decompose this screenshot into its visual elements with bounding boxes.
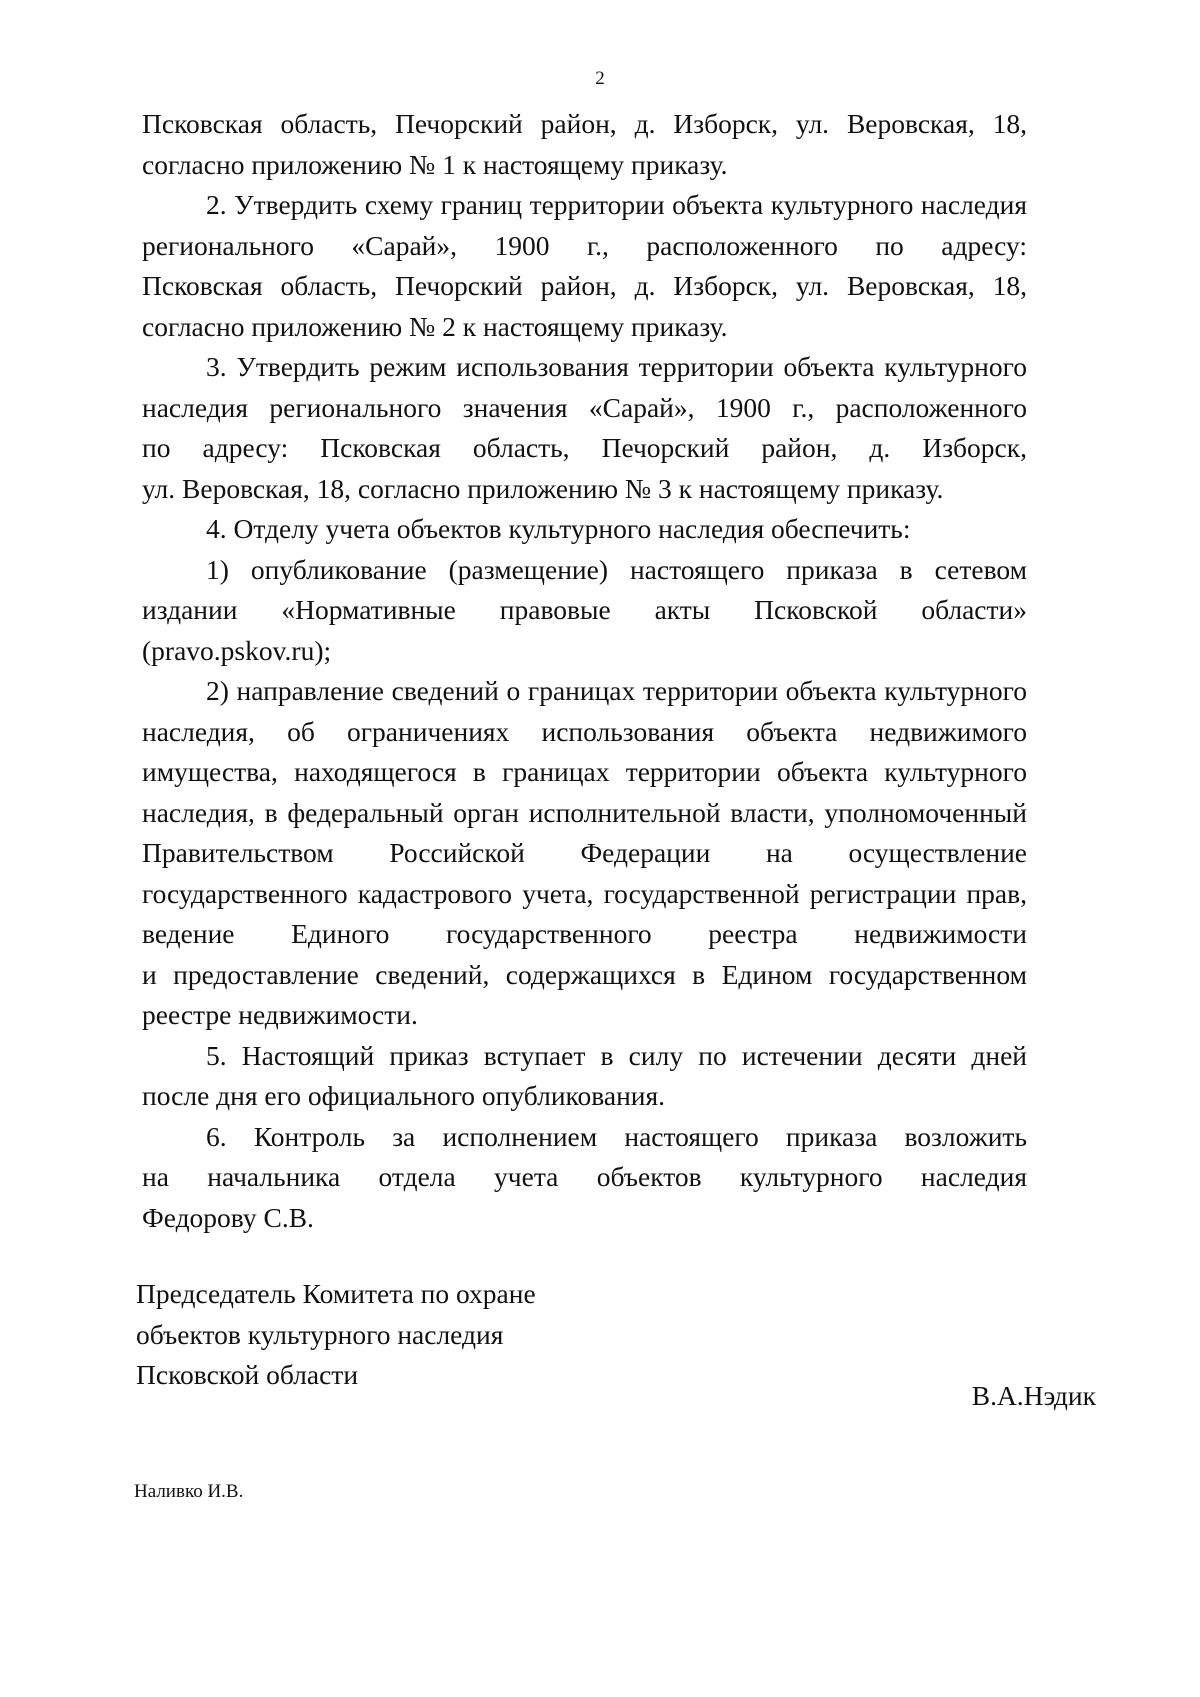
signer-title-line-3: Псковской области	[136, 1359, 359, 1390]
body-line: 6. Контроль за исполнением настоящего приказа возложить	[206, 1120, 1027, 1152]
body-line: по адресу: Псковская область, Печорский район, д. Изборск,	[142, 432, 1027, 463]
body-line: ведение Единого государственного реестра недвижимости	[142, 918, 1027, 949]
body-line: 5. Настоящий приказ вступает в силу по истечении десяти дней	[206, 1039, 1027, 1071]
body-line: 2) направление сведений о границах территории объекта культурного	[206, 675, 1027, 706]
executor-name: Наливко И.В.	[134, 1481, 244, 1502]
body-line: после дня его официального опубликования.	[142, 1080, 666, 1111]
body-line: наследия, об ограничениях использования объекта недвижимого	[142, 715, 1027, 747]
body-line: Псковская область, Печорский район, д. Изборск, ул. Веровская, 18,	[142, 270, 1027, 301]
body-line: наследия регионального значения «Сарай», 1900 г., расположенного	[142, 391, 1027, 423]
body-line: наследия, в федеральный орган исполнительной власти, уполномоченный	[142, 796, 1027, 828]
body-line: и предоставление сведений, содержащихся в Едином государственном	[142, 958, 1027, 990]
body-line: согласно приложению № 2 к настоящему приказу.	[142, 310, 728, 342]
body-line: имущества, находящегося в границах территории объекта культурного	[142, 756, 1027, 787]
body-line: (pravo.pskov.ru);	[142, 634, 332, 666]
body-line: согласно приложению № 1 к настоящему приказу.	[142, 148, 728, 180]
order-body-text	[142, 104, 1027, 1238]
body-line: государственного кадастрового учета, государственной регистрации прав,	[142, 877, 1027, 909]
page-number: 2	[595, 68, 605, 89]
body-line: 2. Утвердить схему границ территории объекта культурного наследия	[206, 189, 1027, 220]
signer-title-line-1: Председатель Комитета по охране	[136, 1278, 536, 1309]
body-line: на начальника отдела учета объектов культурного наследия	[142, 1161, 1027, 1192]
body-line: Правительством Российской Федерации на осуществление	[142, 837, 1027, 868]
body-line: реестре недвижимости.	[142, 999, 418, 1030]
body-line: 1) опубликование (размещение) настоящего приказа в сетевом	[206, 553, 1027, 585]
signer-name: В.А.Нэдик	[971, 1380, 1096, 1411]
body-line: регионального «Сарай», 1900 г., расположенного по адресу:	[142, 229, 1027, 261]
body-line: ул. Веровская, 18, согласно приложению № 3 к настоящему приказу.	[142, 472, 944, 504]
body-line: издании «Нормативные правовые акты Псковской области»	[142, 594, 1027, 625]
body-line: 3. Утвердить режим использования территории объекта культурного	[206, 351, 1027, 382]
body-line: 4. Отделу учета объектов культурного наследия обеспечить:	[206, 513, 911, 544]
body-line: Псковская область, Печорский район, д. Изборск, ул. Веровская, 18,	[142, 108, 1027, 139]
body-line: Федорову С.В.	[142, 1201, 314, 1233]
signature-block	[136, 1274, 536, 1396]
signer-title-line-2: объектов культурного наследия	[136, 1318, 504, 1350]
